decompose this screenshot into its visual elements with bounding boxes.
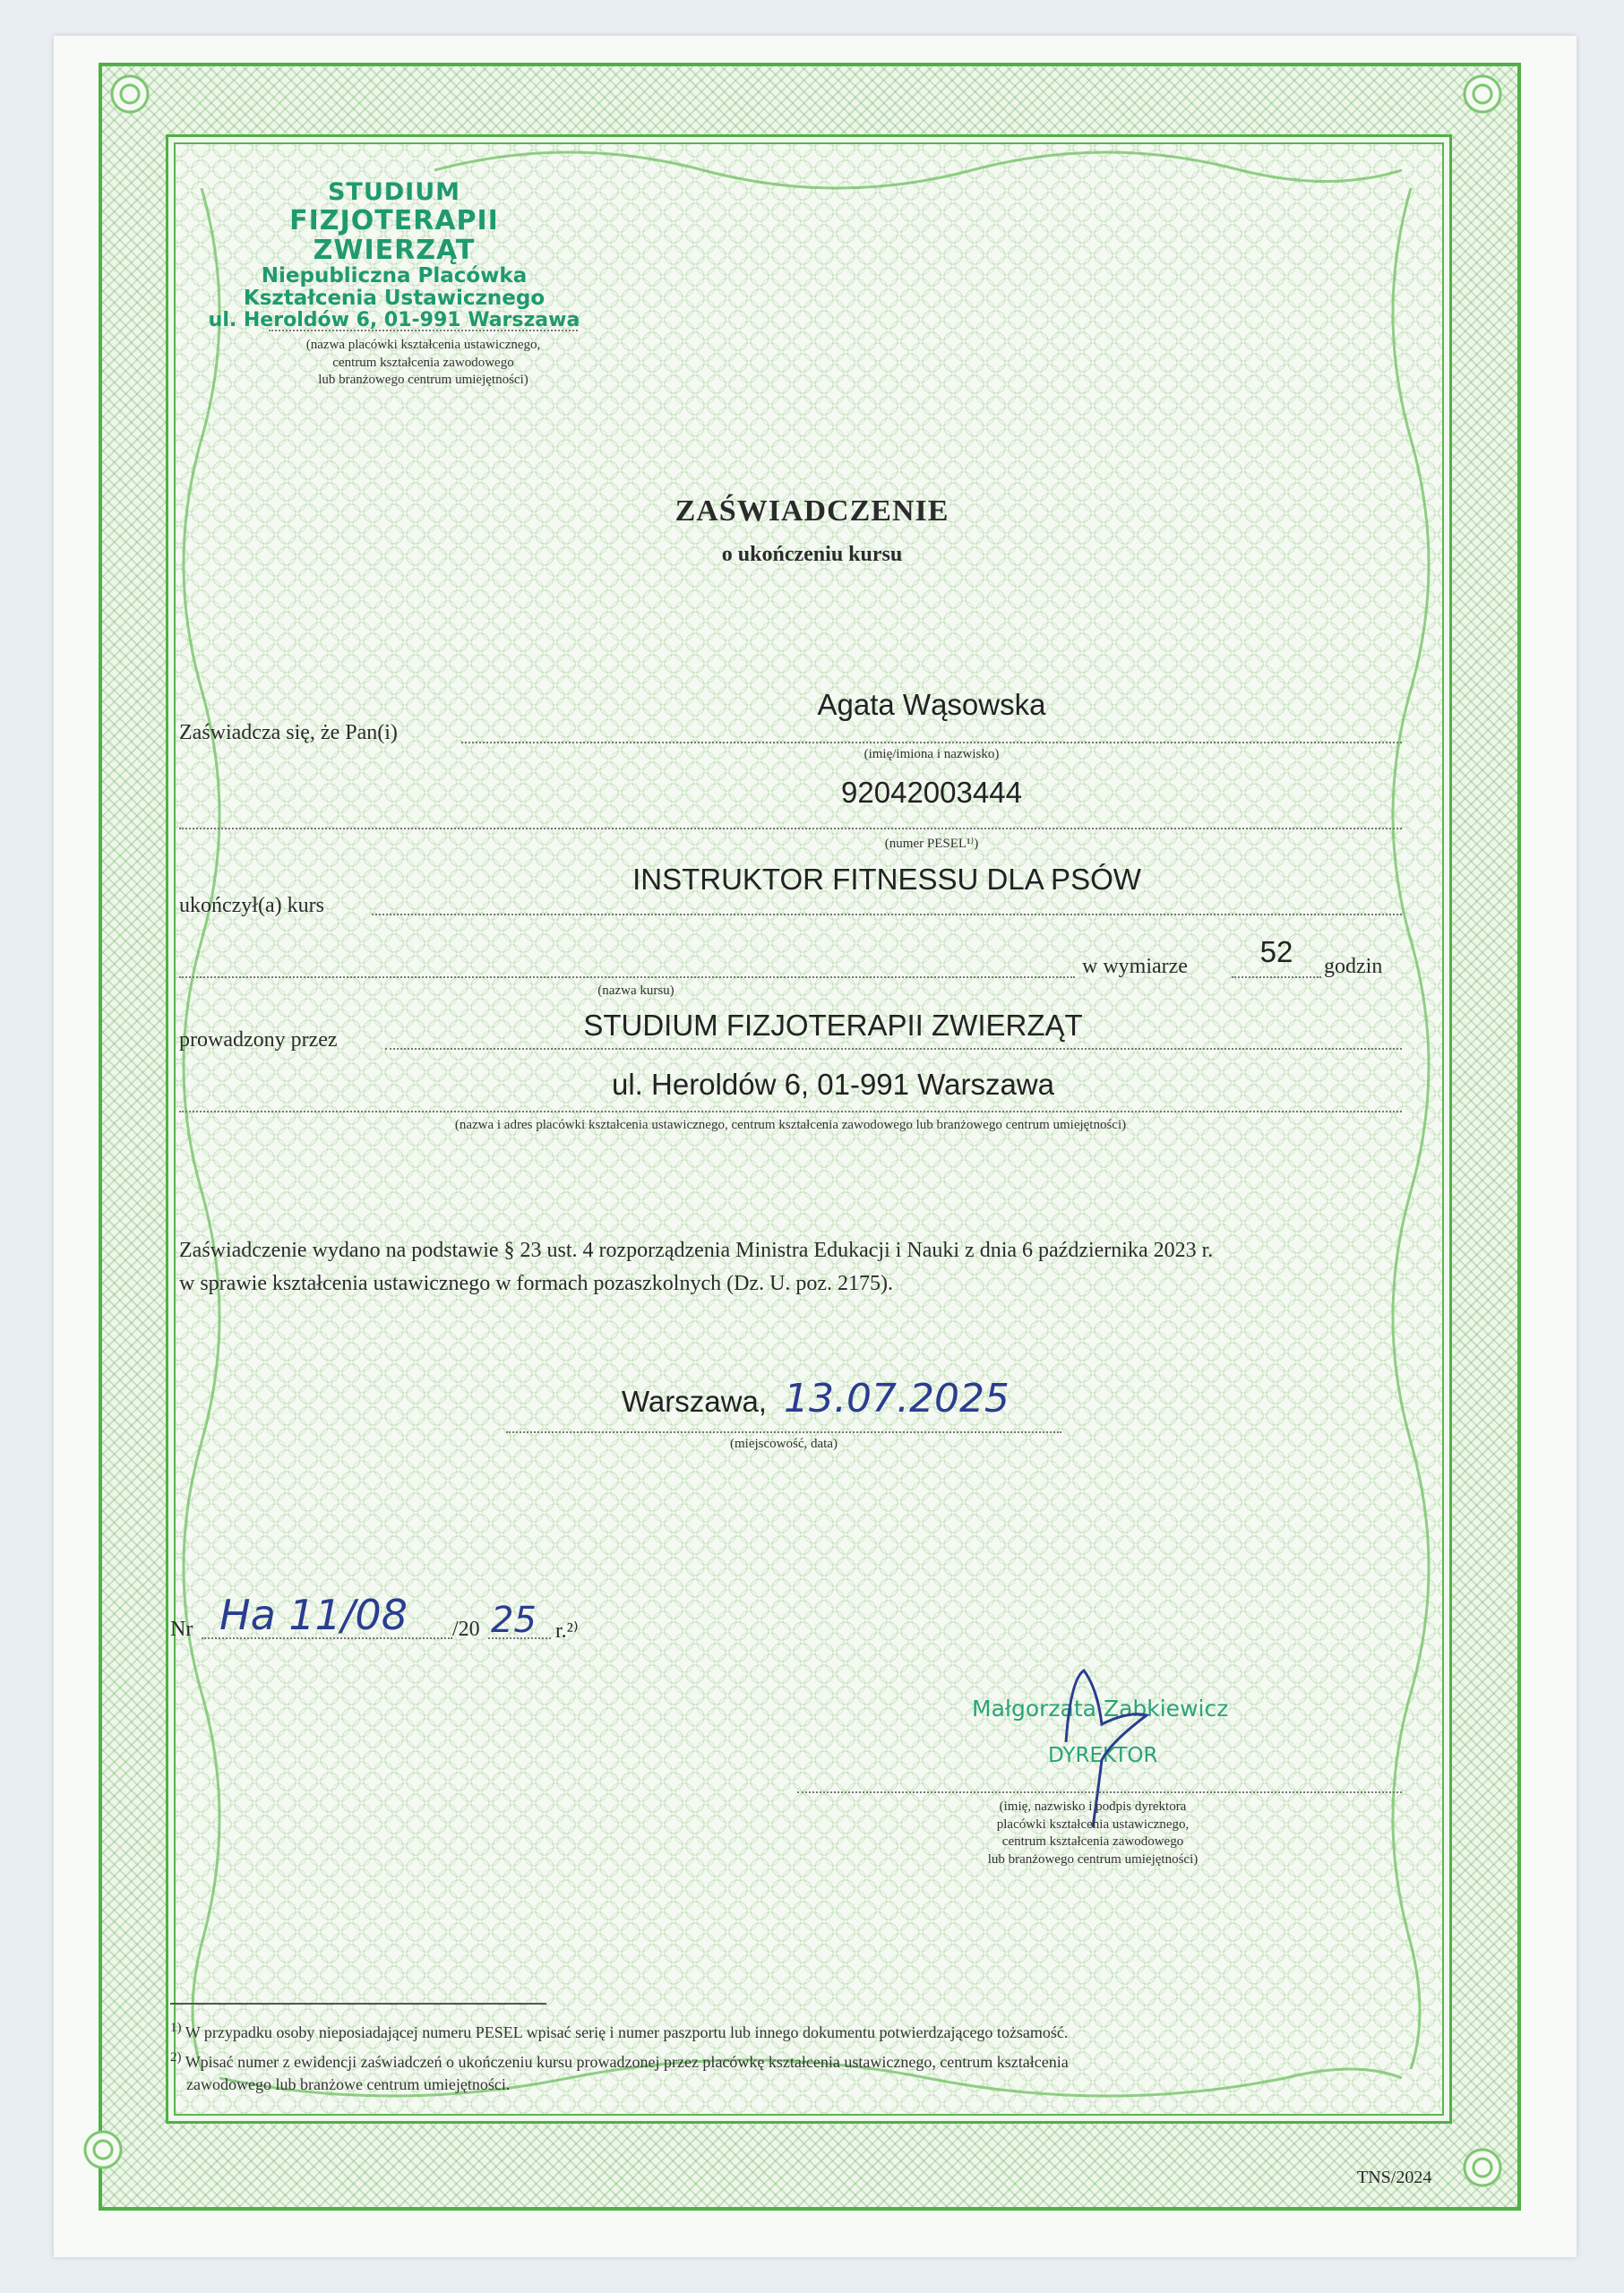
pesel-number: 92042003444 — [841, 776, 1022, 809]
course-name-line — [372, 914, 1402, 915]
corner-rosette — [1456, 2141, 1509, 2194]
caption-line: (imię, nazwisko i podpis dyrektora — [999, 1799, 1187, 1814]
caption-line: placówki kształcenia ustawicznego, — [996, 1816, 1190, 1832]
footnotes — [170, 2019, 1424, 2095]
director-caption — [932, 1799, 1254, 1868]
course-name: INSTRUKTOR FITNESSU DLA PSÓW — [632, 863, 1141, 896]
place-date-caption: (miejscowość, data) — [730, 1437, 838, 1451]
stamp-line: Kształcenia Ustawicznego — [243, 286, 546, 310]
organizer-caption: (nazwa i adres placówki kształcenia ustawicznego, centrum kształcenia zawodowego lub branżowego centrum umiejętności) — [454, 1118, 1127, 1132]
number-prefix: Nr — [170, 1618, 193, 1641]
stamp-line: ul. Heroldów 6, 01-991 Warszawa — [208, 309, 580, 332]
institution-caption — [269, 337, 578, 390]
legal-basis-line: Zaświadczenie wydano na podstawie § 23 ust. 4 rozporządzenia Ministra Edukacji i Nauki z dnia 6 października 2023 r. — [179, 1239, 1214, 1262]
stamp-line: FIZJOTERAPII ZWIERZĄT — [289, 204, 499, 266]
caption-line: centrum kształcenia zawodowego — [332, 355, 514, 370]
place-date-line — [506, 1431, 1061, 1433]
footnote-2-line-2: zawodowego lub branżowe centrum umiejętności. — [186, 2074, 511, 2093]
footnote-separator — [170, 2003, 546, 2005]
stamp-line: STUDIUM — [327, 178, 461, 206]
director-title-stamp: DYREKTOR — [1048, 1744, 1158, 1767]
footnote-2-line-1: Wpisać numer z ewidencji zaświadczeń o ukończeniu kursu prowadzonej przez placówkę kształcenia ustawicznego, centrum kształcenia — [185, 2053, 1069, 2072]
form-code: TNS/2024 — [1357, 2168, 1432, 2187]
caption-line: lub branżowego centrum umiejętności) — [318, 373, 528, 387]
institution-stamp — [206, 179, 582, 331]
hours-label: godzin — [1324, 955, 1383, 978]
organizer-address: ul. Heroldów 6, 01-991 Warszawa — [611, 1068, 1054, 1101]
certificate-year: 25 — [491, 1600, 537, 1641]
person-name-caption: (imię/imiona i nazwisko) — [864, 747, 1000, 761]
issue-place: Warszawa, — [622, 1385, 767, 1418]
course-name-caption: (nazwa kursu) — [597, 983, 675, 998]
legal-basis — [179, 1234, 1433, 1301]
corner-rosette — [103, 67, 157, 121]
person-label: Zaświadcza się, że Pan(i) — [179, 721, 398, 744]
organizer-label: prowadzony przez — [179, 1028, 338, 1052]
director-name-stamp: Małgorzata Zabkiewicz — [972, 1696, 1229, 1722]
course-label: ukończył(a) kurs — [179, 894, 324, 917]
certificate-number: Ha 11/08 — [219, 1591, 408, 1639]
legal-basis-line: w sprawie kształcenia ustawicznego w formach pozaszkolnych (Dz. U. poz. 2175). — [179, 1272, 894, 1296]
organizer-address-line — [179, 1111, 1402, 1112]
caption-line: lub branżowego centrum umiejętności) — [987, 1851, 1199, 1867]
corner-rosette — [76, 2123, 130, 2177]
course-name-line-2 — [179, 976, 1075, 978]
stamp-line: Niepubliczna Placówka — [261, 263, 528, 288]
hours-line — [1232, 976, 1321, 978]
footnote-mark: 2) — [170, 2050, 182, 2065]
footnote-mark: 1) — [170, 2021, 182, 2035]
course-hours: 52 — [1259, 935, 1293, 968]
number-suffix: r.²⁾ — [555, 1619, 579, 1643]
document-title: ZAŚWIADCZENIE — [675, 494, 949, 528]
director-line — [797, 1791, 1402, 1793]
footnote-1: W przypadku osoby nieposiadającej numeru PESEL wpisać serię i numer paszportu lub innego dokumentu potwierdzającego tożsamość. — [185, 2023, 1069, 2041]
pesel-line — [179, 828, 1402, 829]
document-subtitle: o ukończeniu kursu — [721, 543, 903, 566]
year-prefix: /20 — [452, 1618, 480, 1641]
person-name: Agata Wąsowska — [817, 688, 1046, 721]
organizer-line — [385, 1048, 1402, 1050]
caption-line: (nazwa placówki kształcenia ustawicznego, — [305, 338, 541, 352]
person-name-line — [461, 742, 1402, 743]
caption-line: centrum kształcenia zawodowego — [1001, 1834, 1184, 1849]
scope-label: w wymiarze — [1082, 955, 1188, 978]
institution-dotted-line — [269, 330, 578, 331]
corner-rosette — [1456, 67, 1509, 121]
pesel-caption: (numer PESEL¹⁾) — [884, 837, 979, 851]
issue-date: 13.07.2025 — [784, 1376, 1010, 1421]
organizer-name: STUDIUM FIZJOTERAPII ZWIERZĄT — [583, 1009, 1083, 1042]
